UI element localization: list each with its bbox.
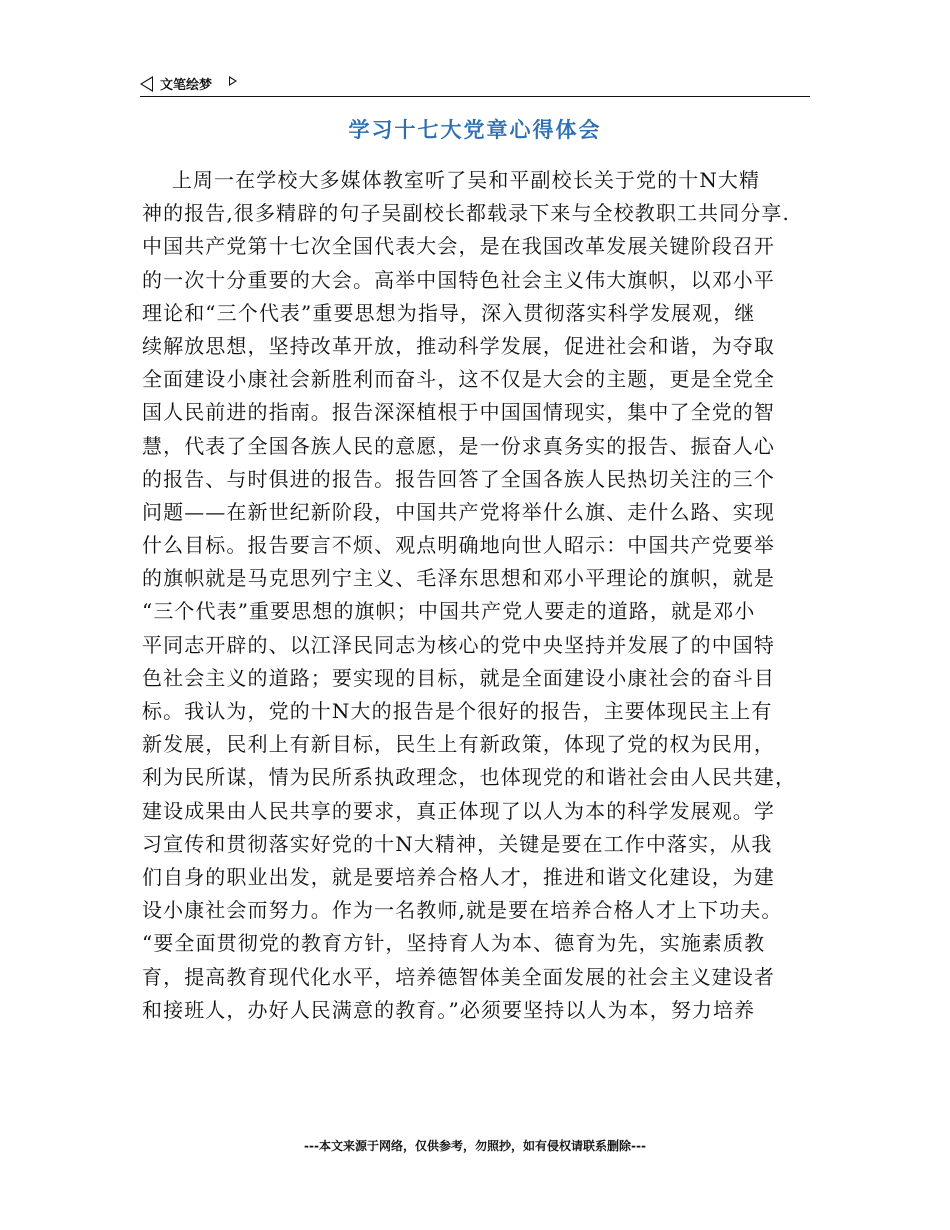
body-line: 的旗帜就是马克思列宁主义、毛泽东思想和邓小平理论的旗帜，就是 xyxy=(142,566,775,591)
triangle-left-icon xyxy=(140,76,153,92)
document-title: 学习十七大党章心得体会 xyxy=(348,118,602,142)
page-header xyxy=(140,72,810,97)
body-line: 神的报告,很多精辟的句子吴副校长都载录下来与全校教职工共同分享. xyxy=(142,201,790,226)
triangle-right-icon xyxy=(229,76,237,86)
body-line: 和接班人，办好人民满意的教育。”必须要坚持以人为本，努力培养 xyxy=(142,997,756,1022)
body-line: 习宣传和贯彻落实好党的十N大精神，关键是要在工作中落实，从我 xyxy=(142,831,773,856)
body-line: 的报告、与时俱进的报告。报告回答了全国各族人民热切关注的三个 xyxy=(142,466,775,491)
body-line: 问题——在新世纪新阶段，中国共产党将举什么旗、走什么路、实现 xyxy=(142,499,775,524)
document-body xyxy=(142,164,814,1027)
body-line: 全面建设小康社会新胜利而奋斗，这不仅是大会的主题，更是全党全 xyxy=(142,367,775,392)
body-line: 标。我认为，党的十N大的报告是个很好的报告，主要体现民主上有 xyxy=(142,699,773,723)
body-line: 色社会主义的道路；要实现的目标，就是全面建设小康社会的奋斗目 xyxy=(142,665,775,690)
body-line: 理论和“三个代表”重要思想为指导，深入贯彻落实科学发展观，继 xyxy=(142,300,756,325)
body-line: 国人民前进的指南。报告深深植根于中国国情现实，集中了全党的智 xyxy=(142,400,775,425)
body-line: “三个代表”重要思想的旗帜；中国共产党人要走的道路，就是邓小 xyxy=(142,599,756,624)
body-line: 慧，代表了全国各族人民的意愿，是一份求真务实的报告、振奋人心 xyxy=(142,433,775,458)
body-line: 上周一在学校大多媒体教室听了吴和平副校长关于党的十N大精 xyxy=(142,168,761,192)
body-line: 续解放思想，坚持改革开放，推动科学发展，促进社会和谐，为夺取 xyxy=(142,333,775,358)
header-brand: 文笔绘梦 xyxy=(160,78,213,93)
footer-notice: ---本文来源于网络，仅供参考，勿照抄，如有侵权请联系删除--- xyxy=(304,1139,646,1153)
body-line: 新发展，民利上有新目标，民生上有新政策，体现了党的权为民用， xyxy=(142,732,775,757)
body-line: 育，提高教育现代化水平，培养德智体美全面发展的社会主义建设者 xyxy=(142,964,775,989)
body-line: 们自身的职业出发，就是要培养合格人才，推进和谐文化建设，为建 xyxy=(142,864,775,889)
body-line: 利为民所谋，情为民所系执政理念，也体现党的和谐社会由人民共建， xyxy=(142,765,797,790)
body-line: 平同志开辟的、以江泽民同志为核心的党中央坚持并发展了的中国特 xyxy=(142,632,775,657)
body-line: “要全面贯彻党的教育方针，坚持育人为本、德育为先，实施素质教 xyxy=(142,931,766,956)
body-line: 建设成果由人民共享的要求，真正体现了以人为本的科学发展观。学 xyxy=(142,798,775,823)
body-line: 设小康社会而努力。作为一名教师,就是要在培养合格人才上下功夫。 xyxy=(142,898,783,923)
body-line: 中国共产党第十七次全国代表大会，是在我国改革发展关键阶段召开 xyxy=(142,234,775,259)
body-line: 的一次十分重要的大会。高举中国特色社会主义伟大旗帜，以邓小平 xyxy=(142,267,775,292)
body-line: 什么目标。报告要言不烦、观点明确地向世人昭示：中国共产党要举 xyxy=(142,533,775,558)
